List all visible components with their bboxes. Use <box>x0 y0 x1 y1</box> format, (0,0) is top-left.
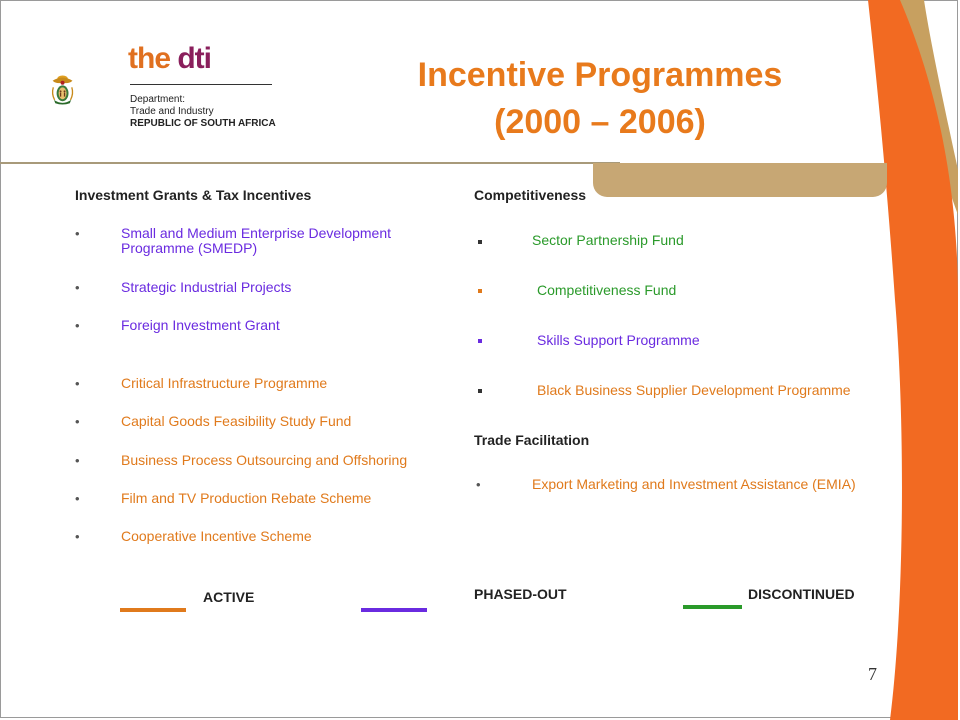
legend-label-phased-out: PHASED-OUT <box>474 586 567 602</box>
right-section-heading-competitiveness: Competitiveness <box>474 187 587 203</box>
header-divider <box>0 162 620 164</box>
list-item-sector-partnership: Sector Partnership Fund <box>532 232 684 248</box>
bullet-dot: • <box>75 529 80 544</box>
list-item-emia: Export Marketing and Investment Assistance (EMIA) <box>532 476 856 492</box>
title-line-1: Incentive Programmes <box>417 56 783 94</box>
legend-bar-discontinued <box>683 605 742 609</box>
legend-label-active: ACTIVE <box>203 589 255 605</box>
bullet-dot: • <box>75 318 80 333</box>
bullet-dot: • <box>75 414 80 429</box>
list-item-capital: Capital Goods Feasibility Study Fund <box>121 413 352 429</box>
logo-underline <box>130 84 272 85</box>
legend-bar-active <box>120 608 186 612</box>
legend-bar-phased-out <box>361 608 427 612</box>
list-item-critical: Critical Infrastructure Programme <box>121 375 328 391</box>
list-item-cooperative: Cooperative Incentive Scheme <box>121 528 312 544</box>
logo-line-republic: REPUBLIC OF SOUTH AFRICA <box>130 118 276 129</box>
bullet-dot: • <box>75 453 80 468</box>
list-item-competitiveness-fund: Competitiveness Fund <box>537 282 677 298</box>
logo-subtitle <box>130 94 276 130</box>
square-bullet <box>478 389 482 393</box>
square-bullet <box>478 339 482 343</box>
list-item-film: Film and TV Production Rebate Scheme <box>121 490 372 506</box>
logo-line-department: Department: <box>130 94 186 105</box>
list-item-skills-support: Skills Support Programme <box>537 332 700 348</box>
square-bullet <box>478 240 482 244</box>
bullet-dot: • <box>75 491 80 506</box>
bullet-dot: • <box>75 226 80 241</box>
list-item-bpo: Business Process Outsourcing and Offshoring <box>121 452 408 468</box>
square-bullet <box>478 289 482 293</box>
coat-of-arms-icon <box>50 42 126 138</box>
list-item-smedp-line2: Programme (SMEDP) <box>121 240 258 256</box>
right-section-heading-trade: Trade Facilitation <box>474 432 590 448</box>
list-item-strategic: Strategic Industrial Projects <box>121 279 292 295</box>
list-item-black-business: Black Business Supplier Development Programme <box>537 382 851 398</box>
bullet-dot: • <box>75 376 80 391</box>
bullet-dot: • <box>75 280 80 295</box>
legend-label-discontinued: DISCONTINUED <box>748 586 855 602</box>
page-number: 7 <box>868 664 877 684</box>
header-tab-decoration <box>593 163 887 197</box>
logo-line-trade: Trade and Industry <box>130 106 214 117</box>
slide-title <box>360 52 840 146</box>
list-item-smedp-line1: Small and Medium Enterprise Development <box>121 225 392 241</box>
logo-wordmark: the dti <box>128 42 211 75</box>
list-item-foreign: Foreign Investment Grant <box>121 317 280 333</box>
left-section-heading: Investment Grants & Tax Incentives <box>75 187 312 203</box>
bullet-dot: • <box>476 477 481 492</box>
title-line-2: (2000 – 2006) <box>494 103 706 141</box>
